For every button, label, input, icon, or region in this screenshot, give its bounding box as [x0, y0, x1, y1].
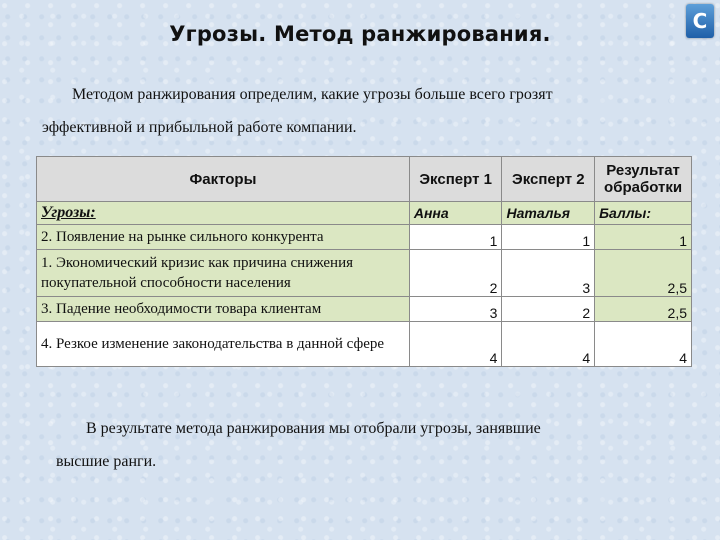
expert-2-cell: 2 — [502, 297, 595, 322]
factor-cell: 2. Появление на рынке сильного конкурента — [37, 225, 410, 250]
table-subheader-row — [37, 202, 692, 225]
factor-cell: 3. Падение необходимости товара клиентам — [37, 297, 410, 322]
table-row — [37, 225, 692, 250]
header-factors: Факторы — [37, 157, 410, 202]
logo-badge: C — [686, 4, 714, 38]
expert-1-cell: 2 — [409, 250, 502, 297]
factor-cell: 4. Резкое изменение законодательства в данной сфере — [37, 322, 410, 367]
header-expert-2: Эксперт 2 — [502, 157, 595, 202]
result-cell: 2,5 — [595, 250, 692, 297]
intro-paragraph — [42, 78, 682, 144]
expert-2-cell: 4 — [502, 322, 595, 367]
table-row — [37, 297, 692, 322]
outro-paragraph — [56, 412, 676, 478]
ranking-table — [36, 156, 692, 367]
result-cell: 1 — [595, 225, 692, 250]
result-cell: 4 — [595, 322, 692, 367]
factor-cell: 1. Экономический кризис как причина снижения покупательной способности населения — [37, 250, 410, 297]
header-expert-1: Эксперт 1 — [409, 157, 502, 202]
expert-1-cell: 3 — [409, 297, 502, 322]
subheader-natalya: Наталья — [502, 202, 595, 225]
expert-2-cell: 3 — [502, 250, 595, 297]
header-result: Результат обработки — [595, 157, 692, 202]
table-row — [37, 250, 692, 297]
outro-line-1: В результате метода ранжирования мы отобрали угрозы, занявшие — [86, 420, 541, 437]
subheader-threats: Угрозы: — [37, 202, 410, 225]
expert-1-cell: 4 — [409, 322, 502, 367]
outro-line-2: высшие ранги. — [56, 453, 157, 470]
expert-2-cell: 1 — [502, 225, 595, 250]
intro-line-2: эффективной и прибыльной работе компании. — [42, 119, 357, 136]
subheader-anna: Анна — [409, 202, 502, 225]
result-cell: 2,5 — [595, 297, 692, 322]
table-row — [37, 322, 692, 367]
subheader-points: Баллы: — [595, 202, 692, 225]
slide-title: Угрозы. Метод ранжирования. — [169, 22, 551, 46]
intro-line-1: Методом ранжирования определим, какие угрозы больше всего грозят — [72, 86, 553, 103]
expert-1-cell: 1 — [409, 225, 502, 250]
table-header-row — [37, 157, 692, 202]
